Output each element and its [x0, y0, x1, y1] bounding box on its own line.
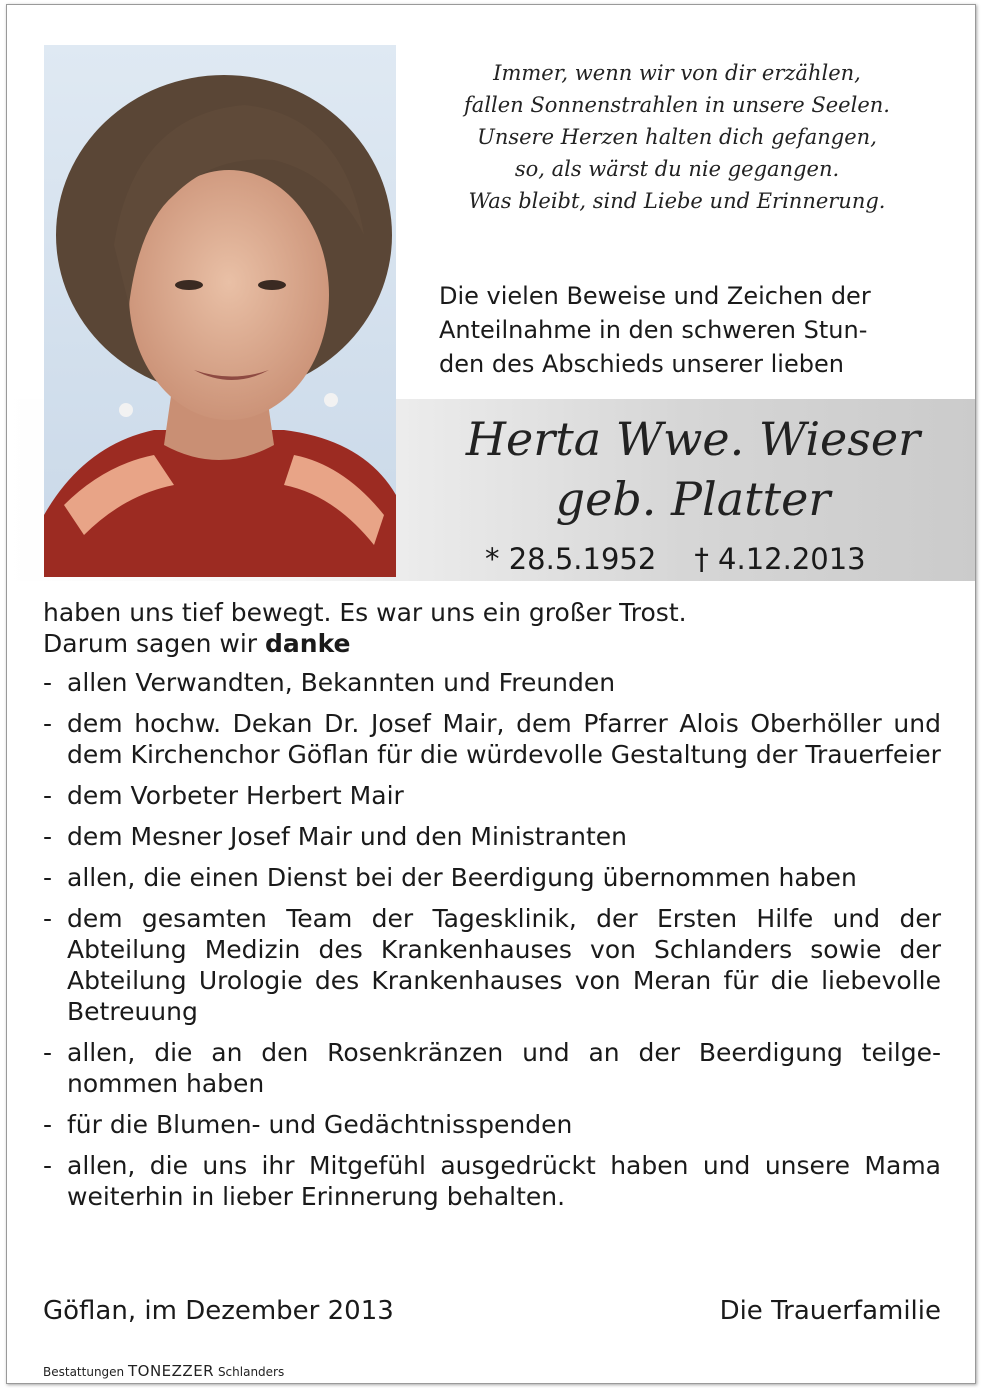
- thanks-intro: [43, 628, 941, 659]
- intro-line: Die vielen Beweise und Zeichen der: [439, 282, 871, 310]
- intro-text: [439, 279, 949, 381]
- list-item: [43, 1150, 941, 1212]
- thanks-prefix: Darum sagen wir: [43, 629, 265, 658]
- list-item-text: für die Blumen- und Gedächtnisspenden: [67, 1110, 573, 1139]
- family-signature: Die Trauerfamilie: [719, 1296, 941, 1326]
- imprint-brand: TONEZZER: [127, 1362, 215, 1380]
- poem-line: Immer, wenn wir von dir erzählen,: [493, 61, 861, 85]
- poem-line: Was bleibt, sind Liebe und Erinnerung.: [468, 189, 886, 213]
- thanks-section: [43, 597, 941, 1222]
- thanks-list: [43, 667, 941, 1212]
- list-marker: -: [43, 822, 53, 851]
- list-marker: -: [43, 863, 53, 892]
- funeral-home-imprint: [43, 1363, 284, 1380]
- name-line: Herta Wwe. Wieser: [465, 412, 921, 466]
- list-marker: -: [43, 781, 53, 810]
- list-item: [43, 903, 941, 1027]
- portrait-photo: [44, 45, 396, 577]
- life-dates: [485, 539, 925, 579]
- maiden-name-line: geb. Platter: [555, 472, 831, 526]
- list-marker: -: [43, 904, 53, 933]
- list-marker: -: [43, 668, 53, 697]
- obituary-card: [6, 4, 976, 1384]
- list-item: [43, 1109, 941, 1140]
- body-line: haben uns tief bewegt. Es war uns ein großer Trost.: [43, 598, 687, 627]
- memorial-poem: [417, 57, 937, 217]
- list-marker: -: [43, 1151, 53, 1180]
- imprint-prefix: Bestattungen: [43, 1365, 125, 1379]
- imprint-suffix: Schlanders: [217, 1365, 285, 1379]
- poem-line: fallen Sonnenstrahlen in unsere Seelen.: [464, 93, 890, 117]
- list-item: [43, 780, 941, 811]
- list-item-text: dem gesamten Team der Tagesklinik, der Ersten Hilfe und der Abteilung Medizin des Krankenhauses von Schlanders sowie der Abteilung Urologie des Krankenhauses von Meran für die liebevolle Betreuung: [67, 904, 941, 1026]
- birth-date: * 28.5.1952: [485, 542, 657, 576]
- deceased-name: [411, 409, 975, 529]
- place-date: Göflan, im Dezember 2013: [43, 1296, 394, 1326]
- list-item: [43, 667, 941, 698]
- poem-line: Unsere Herzen halten dich gefangen,: [477, 125, 877, 149]
- list-item: [43, 1037, 941, 1099]
- thanks-word: danke: [265, 629, 351, 658]
- list-marker: -: [43, 1110, 53, 1139]
- list-item-text: dem Mesner Josef Mair und den Ministranten: [67, 822, 628, 851]
- death-date: † 4.12.2013: [694, 542, 866, 576]
- list-marker: -: [43, 1038, 53, 1067]
- intro-line: Anteilnahme in den schweren Stun-: [439, 316, 868, 344]
- list-marker: -: [43, 709, 53, 738]
- list-item: [43, 862, 941, 893]
- poem-line: so, als wärst du nie gegangen.: [514, 157, 840, 181]
- closing-footer: [43, 1293, 941, 1329]
- list-item-text: allen Verwandten, Bekannten und Freunden: [67, 668, 616, 697]
- intro-line: den des Abschieds unserer lieben: [439, 350, 844, 378]
- list-item-text: allen, die an den Rosenkränzen und an der Beerdigung teilge-nommen haben: [67, 1038, 941, 1098]
- list-item-text: dem hochw. Dekan Dr. Josef Mair, dem Pfarrer Alois Oberhöller und dem Kirchenchor Göflan für die würdevolle Gestaltung der Trauerfeier: [67, 709, 941, 769]
- list-item-text: allen, die uns ihr Mitgefühl ausgedrückt haben und unsere Mama weiterhin in lieber Erinnerung behalten.: [67, 1151, 941, 1211]
- list-item: [43, 708, 941, 770]
- list-item: [43, 821, 941, 852]
- list-item-text: allen, die einen Dienst bei der Beerdigung übernommen haben: [67, 863, 857, 892]
- list-item-text: dem Vorbeter Herbert Mair: [67, 781, 404, 810]
